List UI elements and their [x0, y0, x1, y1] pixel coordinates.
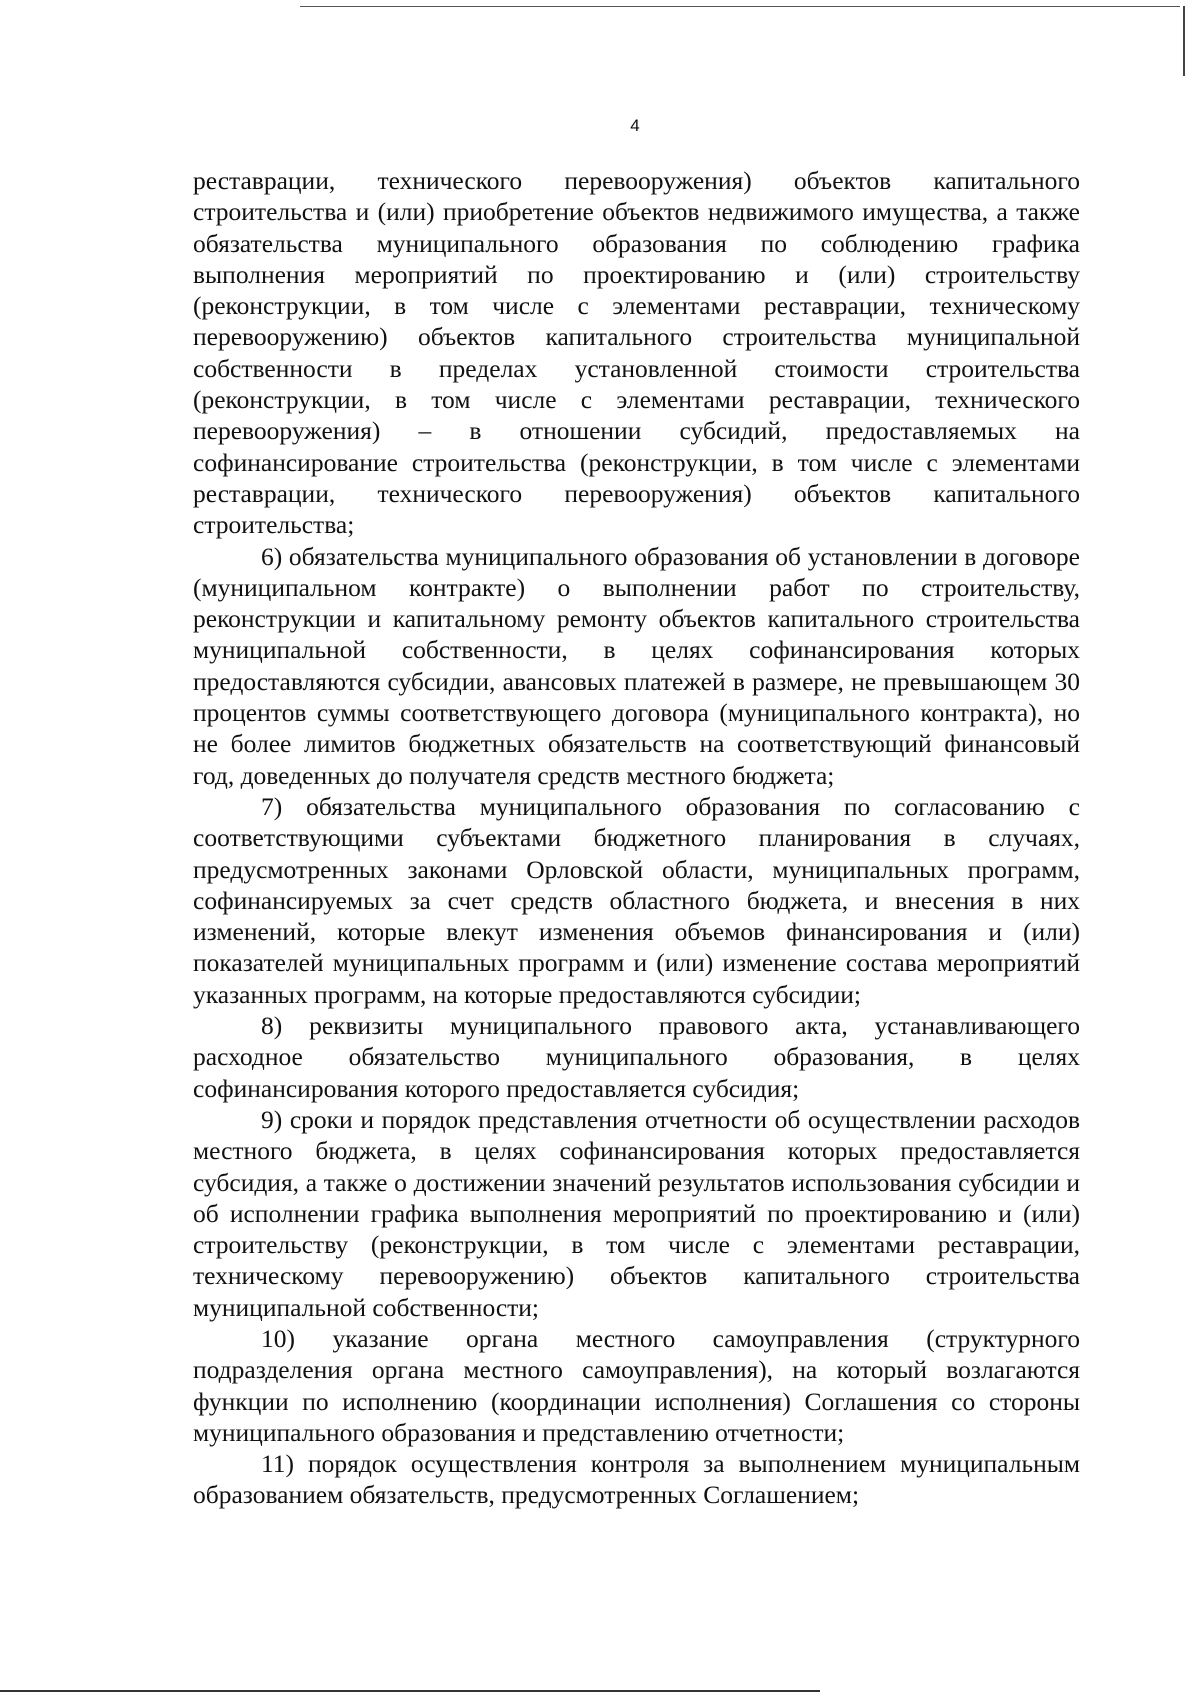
paragraph-item-8: 8) реквизиты муниципального правового акта, устанавливающего расходное обязательство муниципального образования, в целях софинансирования которого предоставляется субсидия;: [193, 1011, 1080, 1103]
paragraph-item-6: 6) обязательства муниципального образования об установлении в договоре (муниципальном контракте) о выполнении работ по строительству, реконструкции и капитальному ремонту объектов капитального строительства муниципальной собственности, в целях софинансирования которых предоставляются субсидии, авансовых платежей в размере, не превышающем 30 процентов суммы соответствующего договора (муниципального контракта), но не более лимитов бюджетных обязательств на соответствующий финансовый год, доведенных до получателя средств местного бюджета;: [193, 541, 1080, 790]
page-number: 4: [630, 116, 640, 135]
scan-edge-right: [1183, 6, 1185, 76]
paragraph-item-11: 11) порядок осуществления контроля за выполнением муниципальным образованием обязательств, предусмотренных Соглашением;: [193, 1449, 1080, 1510]
scan-edge-bottom: [0, 1690, 820, 1692]
paragraph-item-7: 7) обязательства муниципального образования по согласованию с соответствующими субъектами бюджетного планирования в случаях, предусмотренных законами Орловской области, муниципальных программ, софинансируемых за счет средств областного бюджета, и внесения в них изменений, которые влекут изменения объемов финансирования и (или) показателей муниципальных программ и (или) изменение состава мероприятий указанных программ, на которые предоставляются субсидии;: [193, 791, 1080, 1009]
document-body: [193, 165, 1080, 1511]
paragraph-item-10: 10) указание органа местного самоуправления (структурного подразделения органа местного самоуправления), на который возлагаются функции по исполнению (координации исполнения) Соглашения со стороны муниципального образования и представлению отчетности;: [193, 1323, 1080, 1447]
paragraph-continuation: реставрации, технического перевооружения) объектов капитального строительства и (или) приобретение объектов недвижимого имущества, а также обязательства муниципального образования по соблюдению графика выполнения мероприятий по проектированию и (или) строительству (реконструкции, в том числе с элементами реставрации, техническому перевооружению) объектов капитального строительства муниципальной собственности в пределах установленной стоимости строительства (реконструкции, в том числе с элементами реставрации, технического перевооружения) – в отношении субсидий, предоставляемых на софинансирование строительства (реконструкции, в том числе с элементами реставрации, технического перевооружения) объектов капитального строительства;: [193, 166, 1080, 540]
paragraph-item-9: 9) сроки и порядок представления отчетности об осуществлении расходов местного бюджета, в целях софинансирования которых предоставляется субсидия, а также о достижении значений результатов использования субсидии и об исполнении графика выполнения мероприятий по проектированию и (или) строительству (реконструкции, в том числе с элементами реставрации, техническому перевооружению) объектов капитального строительства муниципальной собственности;: [193, 1104, 1080, 1322]
scan-edge-top: [300, 6, 1180, 7]
